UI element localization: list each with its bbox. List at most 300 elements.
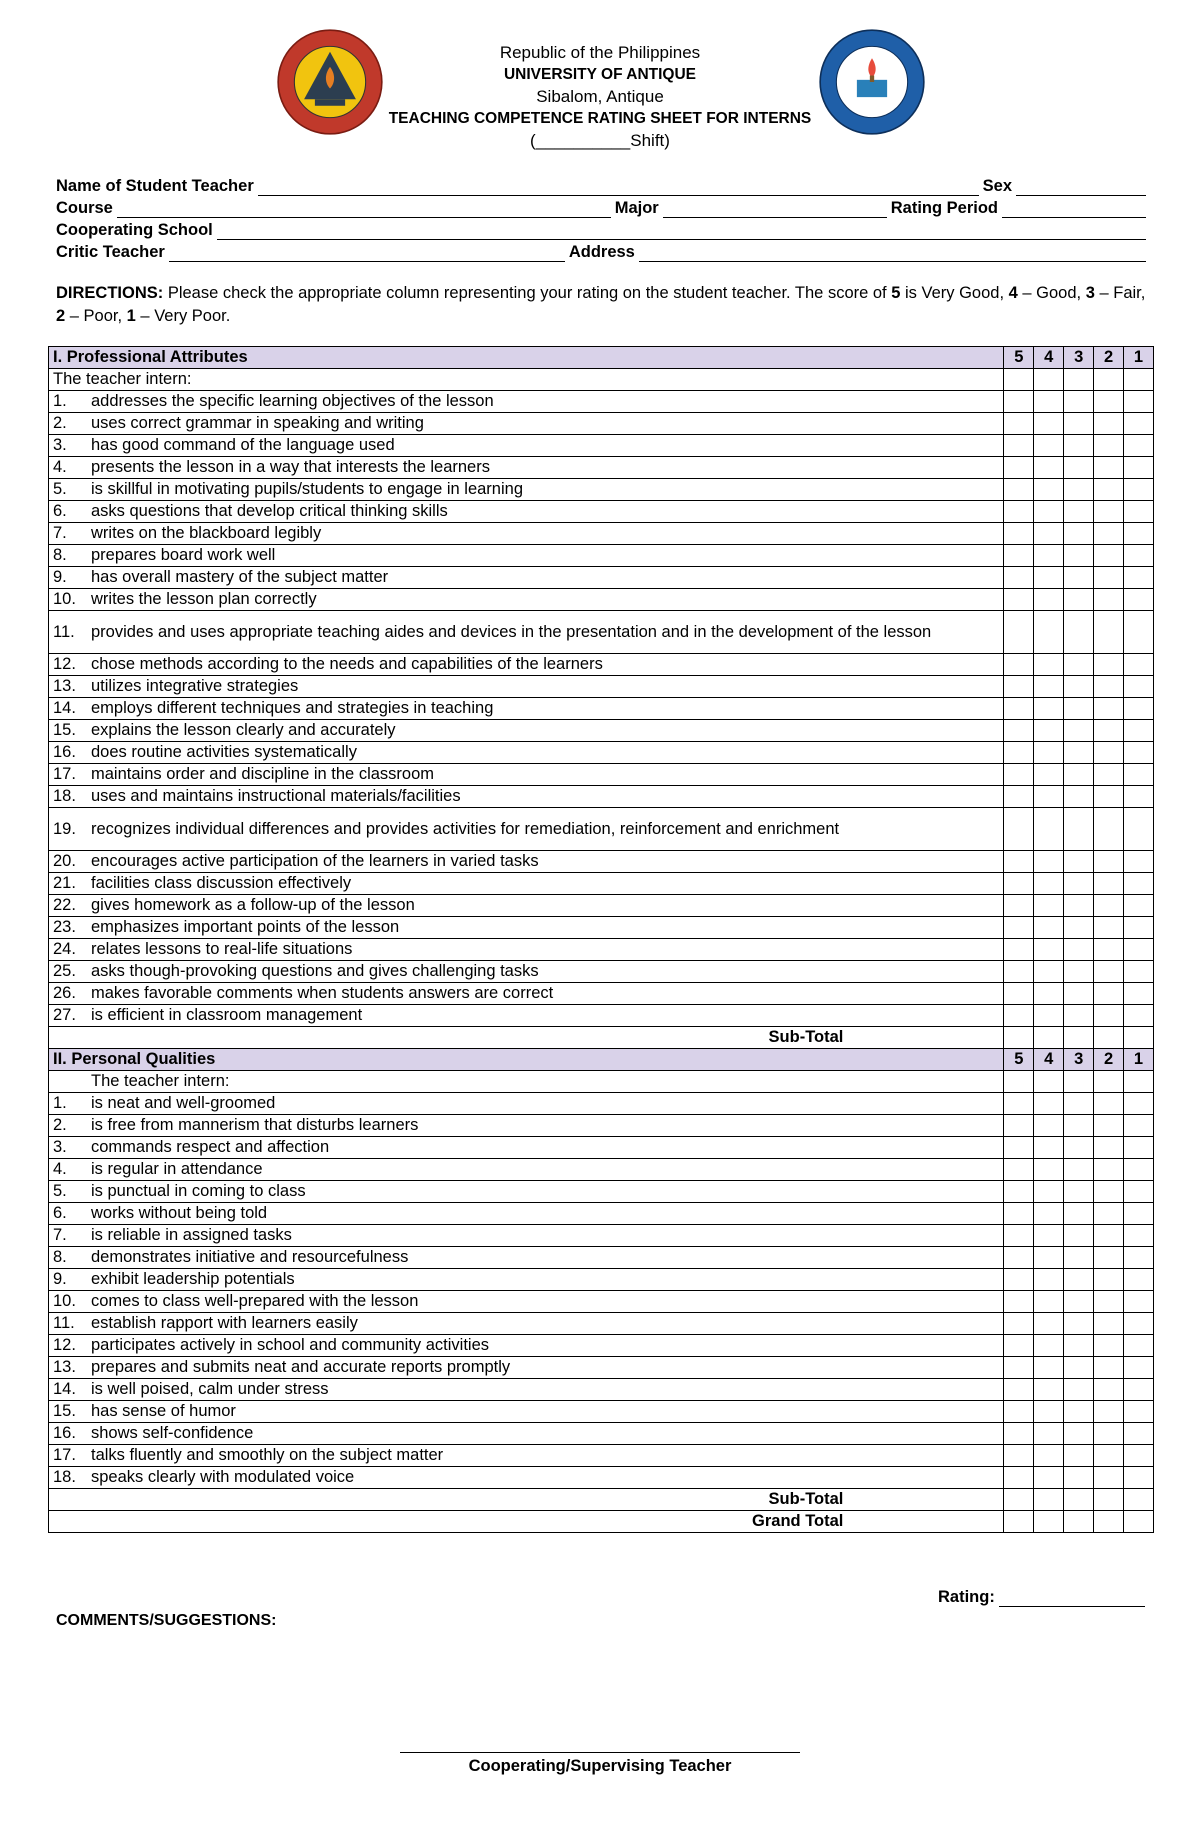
score-cell[interactable] <box>1064 742 1094 764</box>
score-cell[interactable] <box>1124 1071 1154 1093</box>
score-cell[interactable] <box>1004 961 1034 983</box>
score-3-desc: – Fair, <box>1094 284 1146 302</box>
score-cell[interactable] <box>1124 545 1154 567</box>
score-cell[interactable] <box>1034 1291 1064 1313</box>
score-cell[interactable] <box>1124 1247 1154 1269</box>
score-cell[interactable] <box>1004 1357 1034 1379</box>
score-cell[interactable] <box>1004 1467 1034 1489</box>
score-cell[interactable] <box>1094 435 1124 457</box>
score-cell[interactable] <box>1094 873 1124 895</box>
score-cell[interactable] <box>1124 589 1154 611</box>
score-cell[interactable] <box>1004 1159 1034 1181</box>
score-cell[interactable] <box>1124 435 1154 457</box>
score-cell[interactable] <box>1124 1159 1154 1181</box>
score-cell[interactable] <box>1034 1137 1064 1159</box>
section2-subtotal-cell[interactable] <box>1064 1489 1094 1511</box>
criterion-cell <box>49 589 1004 611</box>
score-cell[interactable] <box>1124 873 1154 895</box>
criterion <box>53 567 999 588</box>
university-location: Sibalom, Antique <box>536 87 664 106</box>
score-cell[interactable] <box>1124 1269 1154 1291</box>
criterion-number: 8. <box>53 1248 67 1266</box>
score-cell[interactable] <box>1094 1071 1124 1093</box>
score-cell[interactable] <box>1034 1423 1064 1445</box>
score-cell[interactable] <box>1034 413 1064 435</box>
score-cell[interactable] <box>1004 413 1034 435</box>
criterion <box>53 742 999 763</box>
criterion-cell <box>49 1159 1004 1181</box>
score-cell[interactable] <box>1004 589 1034 611</box>
cooperating-school-field[interactable] <box>217 223 1146 240</box>
score-cell[interactable] <box>1064 391 1094 413</box>
score-cell[interactable] <box>1064 1467 1094 1489</box>
criterion-cell <box>49 1115 1004 1137</box>
score-cell[interactable] <box>1004 1005 1034 1027</box>
score-cell[interactable] <box>1124 851 1154 873</box>
address-field[interactable] <box>639 245 1146 262</box>
score-cell[interactable] <box>1004 1225 1034 1247</box>
score-cell[interactable] <box>1124 654 1154 676</box>
score-cell[interactable] <box>1064 1291 1094 1313</box>
score-cell[interactable] <box>1034 1247 1064 1269</box>
score-cell[interactable] <box>1124 391 1154 413</box>
score-cell[interactable] <box>1004 1313 1034 1335</box>
score-cell[interactable] <box>1064 1005 1094 1027</box>
score-cell[interactable] <box>1064 851 1094 873</box>
score-cell[interactable] <box>1094 1093 1124 1115</box>
score-cell[interactable] <box>1094 1203 1124 1225</box>
score-cell[interactable] <box>1004 435 1034 457</box>
score-cell[interactable] <box>1064 764 1094 786</box>
score-cell[interactable] <box>1094 611 1124 654</box>
score-cell[interactable] <box>1004 851 1034 873</box>
score-cell[interactable] <box>1004 1335 1034 1357</box>
score-cell[interactable] <box>1064 1137 1094 1159</box>
score-cell[interactable] <box>1094 1181 1124 1203</box>
score-cell[interactable] <box>1094 1115 1124 1137</box>
score-cell[interactable] <box>1034 1159 1064 1181</box>
score-cell[interactable] <box>1034 457 1064 479</box>
score-cell[interactable] <box>1124 983 1154 1005</box>
score-cell[interactable] <box>1124 1401 1154 1423</box>
score-cell[interactable] <box>1124 413 1154 435</box>
score-cell[interactable] <box>1124 1225 1154 1247</box>
score-cell[interactable] <box>1094 457 1124 479</box>
score-cell[interactable] <box>1124 961 1154 983</box>
score-cell[interactable] <box>1034 1071 1064 1093</box>
section2-subtotal-cell[interactable] <box>1124 1489 1154 1511</box>
score-cell[interactable] <box>1004 1445 1034 1467</box>
score-cell[interactable] <box>1094 742 1124 764</box>
score-cell[interactable] <box>1004 1269 1034 1291</box>
score-cell[interactable] <box>1004 391 1034 413</box>
score-cell[interactable] <box>1064 611 1094 654</box>
score-cell[interactable] <box>1094 786 1124 808</box>
score-cell[interactable] <box>1004 895 1034 917</box>
score-cell[interactable] <box>1124 1291 1154 1313</box>
sex-field[interactable] <box>1016 179 1146 196</box>
score-cell[interactable] <box>1094 895 1124 917</box>
score-cell[interactable] <box>1064 1379 1094 1401</box>
score-cell[interactable] <box>1004 369 1034 391</box>
score-cell[interactable] <box>1124 523 1154 545</box>
criterion <box>53 1269 999 1290</box>
score-cell[interactable] <box>1064 523 1094 545</box>
score-cell[interactable] <box>1064 1335 1094 1357</box>
score-cell[interactable] <box>1064 654 1094 676</box>
score-cell[interactable] <box>1094 1467 1124 1489</box>
score-cell[interactable] <box>1094 1291 1124 1313</box>
score-cell[interactable] <box>1034 1225 1064 1247</box>
score-cell[interactable] <box>1094 1313 1124 1335</box>
score-cell[interactable] <box>1094 720 1124 742</box>
score-cell[interactable] <box>1124 786 1154 808</box>
major-field[interactable] <box>663 201 887 218</box>
criterion-number: 9. <box>53 1270 67 1288</box>
score-cell[interactable] <box>1034 983 1064 1005</box>
grand-total-cell[interactable] <box>1124 1511 1154 1533</box>
score-cell[interactable] <box>1004 698 1034 720</box>
score-cell[interactable] <box>1124 457 1154 479</box>
score-cell[interactable] <box>1124 742 1154 764</box>
score-cell[interactable] <box>1064 895 1094 917</box>
score-cell[interactable] <box>1094 1445 1124 1467</box>
score-cell[interactable] <box>1094 1137 1124 1159</box>
score-cell[interactable] <box>1094 1269 1124 1291</box>
section1-intro-row <box>49 369 1154 391</box>
criterion <box>53 1137 999 1158</box>
score-cell[interactable] <box>1094 1247 1124 1269</box>
score-cell[interactable] <box>1094 808 1124 851</box>
score-cell[interactable] <box>1034 1445 1064 1467</box>
score-cell[interactable] <box>1064 1445 1094 1467</box>
score-cell[interactable] <box>1064 961 1094 983</box>
score-cell[interactable] <box>1124 1445 1154 1467</box>
grand-total-cell[interactable] <box>1004 1511 1034 1533</box>
score-cell[interactable] <box>1004 1291 1034 1313</box>
score-cell[interactable] <box>1094 851 1124 873</box>
score-cell[interactable] <box>1064 457 1094 479</box>
score-cell[interactable] <box>1034 654 1064 676</box>
criterion <box>53 917 999 938</box>
score-cell[interactable] <box>1064 1093 1094 1115</box>
score-cell[interactable] <box>1034 1269 1064 1291</box>
section1-subtotal-cell[interactable] <box>1094 1027 1124 1049</box>
score-cell[interactable] <box>1034 1467 1064 1489</box>
criterion-cell <box>49 698 1004 720</box>
section2-subtotal-cell[interactable] <box>1094 1489 1124 1511</box>
score-cell[interactable] <box>1064 1269 1094 1291</box>
score-cell[interactable] <box>1034 589 1064 611</box>
score-cell[interactable] <box>1004 1247 1034 1269</box>
score-cell[interactable] <box>1124 808 1154 851</box>
criterion-cell <box>49 413 1004 435</box>
score-cell[interactable] <box>1124 1467 1154 1489</box>
address-label: Address <box>568 243 635 261</box>
score-cell[interactable] <box>1094 654 1124 676</box>
table-row <box>49 676 1154 698</box>
score-cell[interactable] <box>1094 501 1124 523</box>
score-cell[interactable] <box>1034 391 1064 413</box>
score-cell[interactable] <box>1004 1203 1034 1225</box>
score-cell[interactable] <box>1034 917 1064 939</box>
score-cell[interactable] <box>1034 939 1064 961</box>
criterion-cell <box>49 479 1004 501</box>
score-cell[interactable] <box>1004 1093 1034 1115</box>
score-cell[interactable] <box>1124 939 1154 961</box>
score-cell[interactable] <box>1064 589 1094 611</box>
score-cell[interactable] <box>1034 479 1064 501</box>
score-cell[interactable] <box>1034 1357 1064 1379</box>
score-cell[interactable] <box>1034 567 1064 589</box>
score-cell[interactable] <box>1034 808 1064 851</box>
score-cell[interactable] <box>1064 479 1094 501</box>
rating-period-field[interactable] <box>1002 201 1146 218</box>
score-cell[interactable] <box>1034 1005 1064 1027</box>
score-cell[interactable] <box>1004 479 1034 501</box>
grand-total-cell[interactable] <box>1094 1511 1124 1533</box>
criterion-number: 26. <box>53 984 76 1002</box>
score-cell[interactable] <box>1004 1071 1034 1093</box>
score-cell[interactable] <box>1094 369 1124 391</box>
score-cell[interactable] <box>1004 764 1034 786</box>
criterion-number: 23. <box>53 918 76 936</box>
score-cell[interactable] <box>1094 1335 1124 1357</box>
score-cell[interactable] <box>1064 1203 1094 1225</box>
score-cell[interactable] <box>1124 917 1154 939</box>
score-cell[interactable] <box>1034 961 1064 983</box>
criterion-text: is free from mannerism that disturbs learners <box>91 1116 419 1134</box>
criterion-number: 6. <box>53 1204 67 1222</box>
score-cell[interactable] <box>1094 545 1124 567</box>
score-cell[interactable] <box>1004 939 1034 961</box>
score-cell[interactable] <box>1094 1423 1124 1445</box>
score-cell[interactable] <box>1094 1225 1124 1247</box>
score-cell[interactable] <box>1004 523 1034 545</box>
score-cell[interactable] <box>1124 1313 1154 1335</box>
score-cell[interactable] <box>1124 1203 1154 1225</box>
score-cell[interactable] <box>1034 1313 1064 1335</box>
score-cell[interactable] <box>1034 1335 1064 1357</box>
score-cell[interactable] <box>1094 413 1124 435</box>
table-row <box>49 457 1154 479</box>
score-cell[interactable] <box>1124 1335 1154 1357</box>
table-row <box>49 545 1154 567</box>
score-cell[interactable] <box>1064 873 1094 895</box>
score-cell[interactable] <box>1094 589 1124 611</box>
section2-intro-row <box>49 1071 1154 1093</box>
score-cell[interactable] <box>1064 567 1094 589</box>
score-cell[interactable] <box>1034 895 1064 917</box>
score-cell[interactable] <box>1034 1181 1064 1203</box>
score-cell[interactable] <box>1004 1423 1034 1445</box>
rating-field[interactable] <box>999 1590 1145 1607</box>
score-header-5: 5 <box>1004 1049 1034 1071</box>
score-cell[interactable] <box>1034 369 1064 391</box>
score-cell[interactable] <box>1034 851 1064 873</box>
score-cell[interactable] <box>1004 654 1034 676</box>
grand-total-cell[interactable] <box>1064 1511 1094 1533</box>
score-cell[interactable] <box>1004 808 1034 851</box>
score-cell[interactable] <box>1004 567 1034 589</box>
score-cell[interactable] <box>1034 435 1064 457</box>
score-cell[interactable] <box>1004 786 1034 808</box>
score-cell[interactable] <box>1034 611 1064 654</box>
score-cell[interactable] <box>1004 917 1034 939</box>
score-cell[interactable] <box>1004 501 1034 523</box>
score-cell[interactable] <box>1094 523 1124 545</box>
score-cell[interactable] <box>1124 676 1154 698</box>
score-cell[interactable] <box>1064 808 1094 851</box>
score-cell[interactable] <box>1004 1115 1034 1137</box>
score-cell[interactable] <box>1124 1181 1154 1203</box>
criterion-text: recognizes individual differences and provides activities for remediation, reinforcement and enrichment <box>91 819 840 838</box>
score-cell[interactable] <box>1064 1225 1094 1247</box>
score-cell[interactable] <box>1094 983 1124 1005</box>
score-cell[interactable] <box>1094 676 1124 698</box>
score-cell[interactable] <box>1034 1115 1064 1137</box>
score-cell[interactable] <box>1124 479 1154 501</box>
criterion-text: exhibit leadership potentials <box>91 1270 295 1288</box>
score-cell[interactable] <box>1004 457 1034 479</box>
critic-teacher-field[interactable] <box>169 245 565 262</box>
score-cell[interactable] <box>1094 1401 1124 1423</box>
score-header-5: 5 <box>1004 347 1034 369</box>
table-row <box>49 1401 1154 1423</box>
criterion-text: does routine activities systematically <box>91 743 357 761</box>
section1-subtotal-cell[interactable] <box>1124 1027 1154 1049</box>
score-cell[interactable] <box>1034 545 1064 567</box>
score-cell[interactable] <box>1064 1115 1094 1137</box>
score-cell[interactable] <box>1034 786 1064 808</box>
table-row <box>49 1313 1154 1335</box>
score-cell[interactable] <box>1124 720 1154 742</box>
score-cell[interactable] <box>1124 1005 1154 1027</box>
score-cell[interactable] <box>1064 1423 1094 1445</box>
criterion-cell <box>49 545 1004 567</box>
score-cell[interactable] <box>1064 939 1094 961</box>
score-cell[interactable] <box>1004 873 1034 895</box>
criterion-cell <box>49 1467 1004 1489</box>
score-cell[interactable] <box>1034 501 1064 523</box>
score-cell[interactable] <box>1094 961 1124 983</box>
score-cell[interactable] <box>1094 917 1124 939</box>
score-cell[interactable] <box>1064 545 1094 567</box>
score-cell[interactable] <box>1124 369 1154 391</box>
score-cell[interactable] <box>1094 1005 1124 1027</box>
score-cell[interactable] <box>1124 611 1154 654</box>
score-cell[interactable] <box>1124 1423 1154 1445</box>
score-cell[interactable] <box>1124 1137 1154 1159</box>
table-row <box>49 501 1154 523</box>
score-cell[interactable] <box>1124 895 1154 917</box>
criterion-number: 17. <box>53 765 76 783</box>
section2-subtotal-cell[interactable] <box>1034 1489 1064 1511</box>
score-cell[interactable] <box>1034 698 1064 720</box>
score-cell[interactable] <box>1124 698 1154 720</box>
score-cell[interactable] <box>1094 1357 1124 1379</box>
score-cell[interactable] <box>1124 1093 1154 1115</box>
score-header-1: 1 <box>1124 347 1154 369</box>
score-cell[interactable] <box>1004 1379 1034 1401</box>
section1-subtotal-cell[interactable] <box>1064 1027 1094 1049</box>
score-cell[interactable] <box>1004 545 1034 567</box>
score-cell[interactable] <box>1094 1379 1124 1401</box>
score-cell[interactable] <box>1124 1115 1154 1137</box>
score-cell[interactable] <box>1064 983 1094 1005</box>
score-cell[interactable] <box>1034 523 1064 545</box>
grand-total-cell[interactable] <box>1034 1511 1064 1533</box>
score-cell[interactable] <box>1064 698 1094 720</box>
score-cell[interactable] <box>1034 1203 1064 1225</box>
score-cell[interactable] <box>1004 742 1034 764</box>
section2-subtotal-cell[interactable] <box>1004 1489 1034 1511</box>
section1-subtotal-cell[interactable] <box>1034 1027 1064 1049</box>
score-cell[interactable] <box>1094 567 1124 589</box>
score-cell[interactable] <box>1064 1159 1094 1181</box>
score-cell[interactable] <box>1034 1379 1064 1401</box>
score-cell[interactable] <box>1034 1401 1064 1423</box>
score-cell[interactable] <box>1124 567 1154 589</box>
score-cell[interactable] <box>1034 742 1064 764</box>
score-cell[interactable] <box>1064 435 1094 457</box>
score-cell[interactable] <box>1094 698 1124 720</box>
score-cell[interactable] <box>1124 1357 1154 1379</box>
score-cell[interactable] <box>1004 611 1034 654</box>
course-field[interactable] <box>117 201 611 218</box>
score-cell[interactable] <box>1064 1357 1094 1379</box>
criterion-number: 18. <box>53 787 76 805</box>
name-field[interactable] <box>258 179 979 196</box>
score-cell[interactable] <box>1064 501 1094 523</box>
score-cell[interactable] <box>1064 917 1094 939</box>
score-cell[interactable] <box>1004 720 1034 742</box>
score-cell[interactable] <box>1004 676 1034 698</box>
score-cell[interactable] <box>1064 676 1094 698</box>
score-cell[interactable] <box>1064 1313 1094 1335</box>
score-cell[interactable] <box>1094 1159 1124 1181</box>
score-cell[interactable] <box>1064 1247 1094 1269</box>
score-cell[interactable] <box>1004 1137 1034 1159</box>
section1-subtotal-cell[interactable] <box>1004 1027 1034 1049</box>
score-cell[interactable] <box>1094 939 1124 961</box>
score-cell[interactable] <box>1124 501 1154 523</box>
score-cell[interactable] <box>1004 1401 1034 1423</box>
score-cell[interactable] <box>1064 786 1094 808</box>
score-cell[interactable] <box>1094 764 1124 786</box>
score-cell[interactable] <box>1094 479 1124 501</box>
score-cell[interactable] <box>1064 1071 1094 1093</box>
score-cell[interactable] <box>1004 983 1034 1005</box>
criterion-text: has good command of the language used <box>91 436 395 454</box>
score-cell[interactable] <box>1034 676 1064 698</box>
score-cell[interactable] <box>1064 720 1094 742</box>
criterion-number: 16. <box>53 1424 76 1442</box>
score-cell[interactable] <box>1064 369 1094 391</box>
score-cell[interactable] <box>1064 1401 1094 1423</box>
score-cell[interactable] <box>1034 1093 1064 1115</box>
criterion-number: 14. <box>53 1380 76 1398</box>
score-cell[interactable] <box>1094 391 1124 413</box>
score-cell[interactable] <box>1064 1181 1094 1203</box>
score-cell[interactable] <box>1034 720 1064 742</box>
score-cell[interactable] <box>1124 1379 1154 1401</box>
score-cell[interactable] <box>1124 764 1154 786</box>
score-cell[interactable] <box>1034 873 1064 895</box>
score-cell[interactable] <box>1004 1181 1034 1203</box>
score-cell[interactable] <box>1064 413 1094 435</box>
score-cell[interactable] <box>1034 764 1064 786</box>
